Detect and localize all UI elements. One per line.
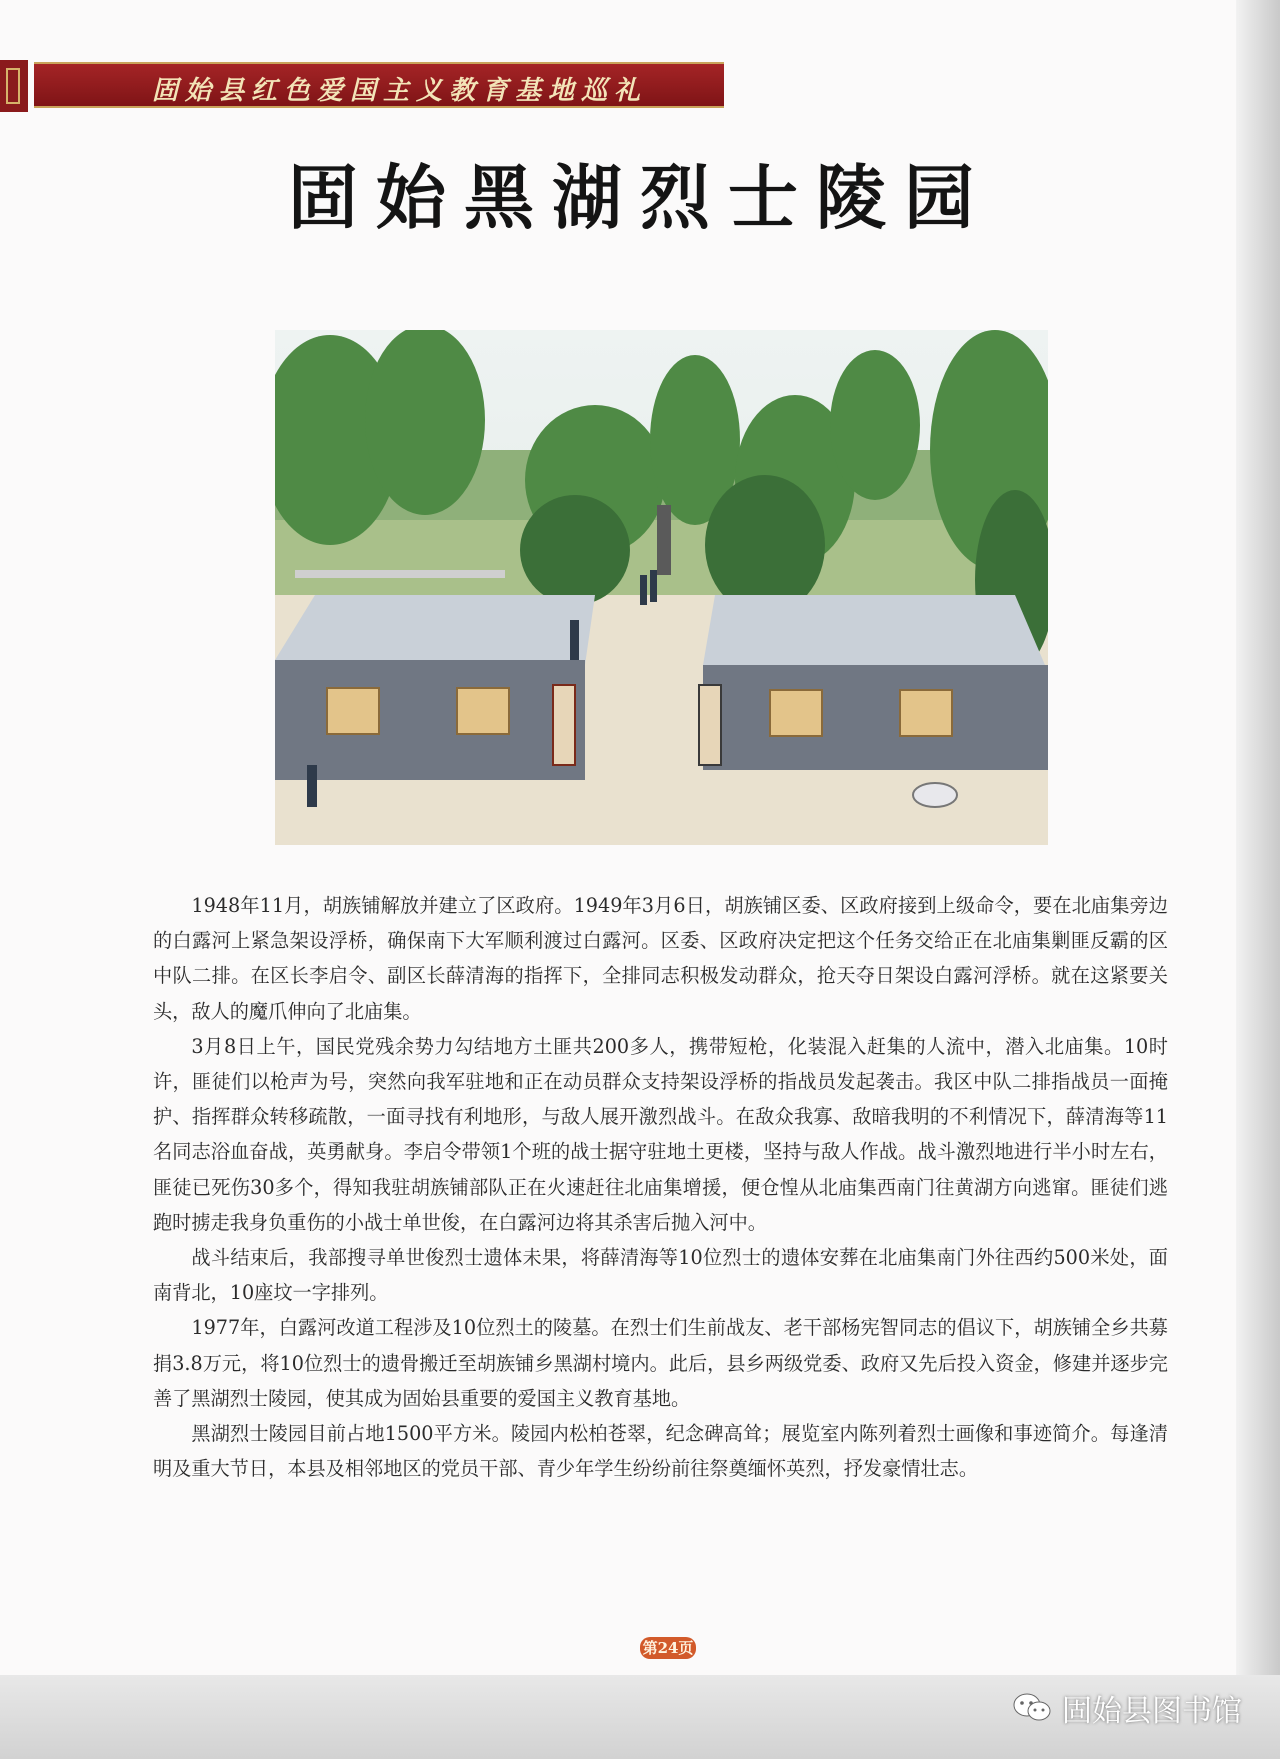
article-paragraph: 1977年，白露河改道工程涉及10位烈土的陵墓。在烈士们生前战友、老干部杨宪智同志的倡议下，胡族铺全乡共募捐3.8万元，将10位烈士的遗骨搬迁至胡族铺乡黑湖村境内。此后，县乡两级党委、政府又先后投入资金，修建并逐步完善了黑湖烈士陵园，使其成为固始县重要的爱国主义教育基地。 <box>153 1316 1168 1410</box>
page-number: 第24页 <box>640 1637 696 1659</box>
article-paragraph: 黑湖烈士陵园目前占地1500平方米。陵园内松柏苍翠，纪念碑高耸；展览室内陈列着烈士画像和事迹简介。每逢清明及重大节日，本县及相邻地区的党员干部、青少年学生纷纷前往祭奠缅怀英烈，抒发豪情壮志。 <box>153 1422 1168 1481</box>
watermark-text: 固始县图书馆 <box>1062 1694 1242 1729</box>
watermark <box>1012 1686 1242 1730</box>
header-banner <box>34 62 724 108</box>
memorial-photo-illustration <box>275 330 1048 845</box>
page-title: 固始黑湖烈士陵园 <box>288 156 992 239</box>
article-paragraph: 1948年11月，胡族铺解放并建立了区政府。1949年3月6日，胡族铺区委、区政府接到上级命令，要在北庙集旁边的白露河上紧急架设浮桥，确保南下大军顺利渡过白露河。区委、区政府决定把这个任务交给正在北庙集剿匪反霸的区中队二排。在区长李启令、副区长薛清海的指挥下，全排同志积极发动群众，抢天夺日架设白露河浮桥。就在这紧要关头，敌人的魔爪伸向了北庙集。 <box>153 894 1168 1023</box>
article-paragraph: 战斗结束后，我部搜寻单世俊烈士遗体未果，将薛清海等10位烈士的遗体安葬在北庙集南门外往西约500米处，面南背北，10座坟一字排列。 <box>153 1246 1168 1305</box>
wechat-icon <box>1012 1692 1052 1724</box>
memorial-photo <box>275 330 1048 845</box>
article-body <box>153 888 1168 1486</box>
article-paragraph: 3月8日上午，国民党残余势力勾结地方土匪共200多人，携带短枪，化装混入赶集的人流中，潜入北庙集。10时许，匪徒们以枪声为号，突然向我军驻地和正在动员群众支持架设浮桥的指战员发起袭击。我区中队二排指战员一面掩护、指挥群众转移疏散，一面寻找有利地形，与敌人展开激烈战斗。在敌众我寡、敌暗我明的不利情况下，薛清海等11名同志浴血奋战，英勇献身。李启令带领1个班的战士据守驻地土更楼，坚持与敌人作战。战斗激烈地进行半小时左右，匪徒已死伤30多个，得知我驻胡族铺部队正在火速赶往北庙集增援，便仓惶从北庙集西南门往黄湖方向逃窜。匪徒们逃跑时掳走我身负重伤的小战士单世俊，在白露河边将其杀害后抛入河中。 <box>153 1034 1168 1234</box>
page-edge-shadow <box>1236 0 1280 1759</box>
banner-tab <box>0 60 28 112</box>
banner-text: 固始县红色爱国主义教育基地巡礼 <box>152 76 648 106</box>
